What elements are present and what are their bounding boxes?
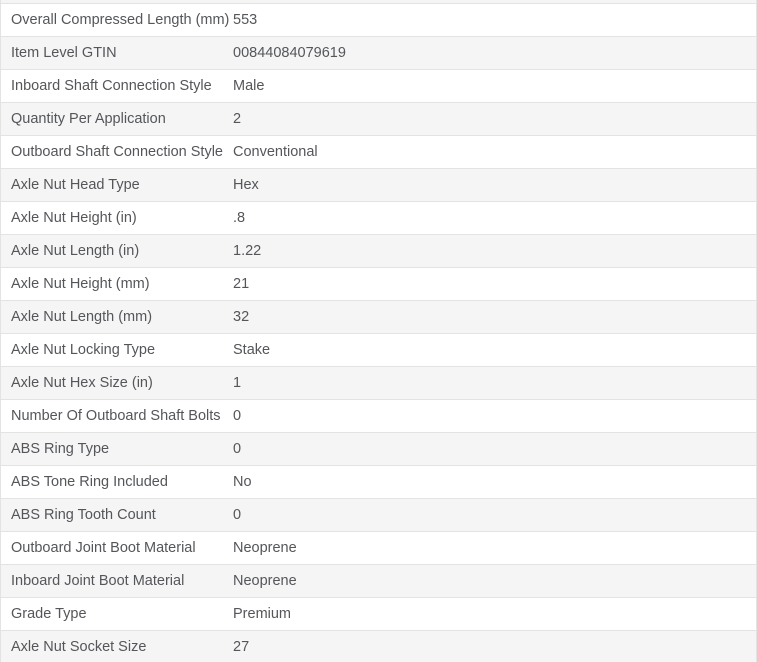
spec-row: [1, 201, 756, 234]
spec-row: [1, 597, 756, 630]
spec-label: ABS Tone Ring Included: [11, 474, 168, 490]
spec-value: Neoprene: [233, 573, 297, 589]
spec-label: Axle Nut Height (mm): [11, 276, 150, 292]
spec-table: [1, 3, 756, 662]
spec-value: Conventional: [233, 144, 318, 160]
spec-value: 553: [233, 12, 258, 28]
spec-label: Axle Nut Locking Type: [11, 342, 156, 358]
spec-label: Inboard Shaft Connection Style: [11, 78, 212, 94]
spec-value: 1: [233, 375, 242, 391]
spec-value: 0: [233, 507, 242, 523]
spec-value: 2: [233, 111, 242, 127]
spec-value: 32: [233, 309, 250, 325]
spec-label: Outboard Shaft Connection Style: [11, 144, 223, 160]
spec-label: ABS Ring Type: [11, 441, 110, 457]
spec-value: Hex: [233, 177, 259, 193]
spec-row: [1, 267, 756, 300]
spec-value: Neoprene: [233, 540, 297, 556]
spec-row: [1, 69, 756, 102]
spec-value: Male: [233, 78, 265, 94]
spec-row: [1, 168, 756, 201]
spec-value: Premium: [233, 606, 292, 622]
spec-label: Axle Nut Height (in): [11, 210, 137, 226]
spec-label: Axle Nut Length (mm): [11, 309, 153, 325]
spec-label: ABS Ring Tooth Count: [11, 507, 156, 523]
spec-row: [1, 135, 756, 168]
spec-label: Quantity Per Application: [11, 111, 166, 127]
spec-row: [1, 36, 756, 69]
spec-label: Axle Nut Head Type: [11, 177, 140, 193]
spec-row: [1, 564, 756, 597]
spec-value: .8: [233, 210, 246, 226]
spec-label: Axle Nut Socket Size: [11, 639, 147, 655]
spec-row: [1, 3, 756, 36]
spec-label: Axle Nut Hex Size (in): [11, 375, 153, 391]
spec-row: [1, 432, 756, 465]
spec-row: [1, 366, 756, 399]
spec-label: Inboard Joint Boot Material: [11, 573, 185, 589]
spec-row: [1, 333, 756, 366]
spec-row: [1, 300, 756, 333]
spec-value: Stake: [233, 342, 271, 358]
spec-label: Overall Compressed Length (mm): [11, 12, 230, 28]
spec-label: Number Of Outboard Shaft Bolts: [11, 408, 221, 424]
spec-value: 21: [233, 276, 250, 292]
spec-label: Item Level GTIN: [11, 45, 117, 61]
spec-row: [1, 531, 756, 564]
spec-value: 00844084079619: [233, 45, 346, 61]
spec-label: Outboard Joint Boot Material: [11, 540, 196, 556]
spec-value: No: [233, 474, 252, 490]
spec-row: [1, 630, 756, 662]
spec-label: Axle Nut Length (in): [11, 243, 140, 259]
spec-value: 0: [233, 441, 242, 457]
spec-row: [1, 498, 756, 531]
spec-row: [1, 399, 756, 432]
spec-row: [1, 465, 756, 498]
spec-row: [1, 234, 756, 267]
spec-value: 27: [233, 639, 250, 655]
spec-value: 1.22: [233, 243, 262, 259]
spec-row: [1, 102, 756, 135]
spec-value: 0: [233, 408, 242, 424]
spec-label: Grade Type: [11, 606, 87, 622]
